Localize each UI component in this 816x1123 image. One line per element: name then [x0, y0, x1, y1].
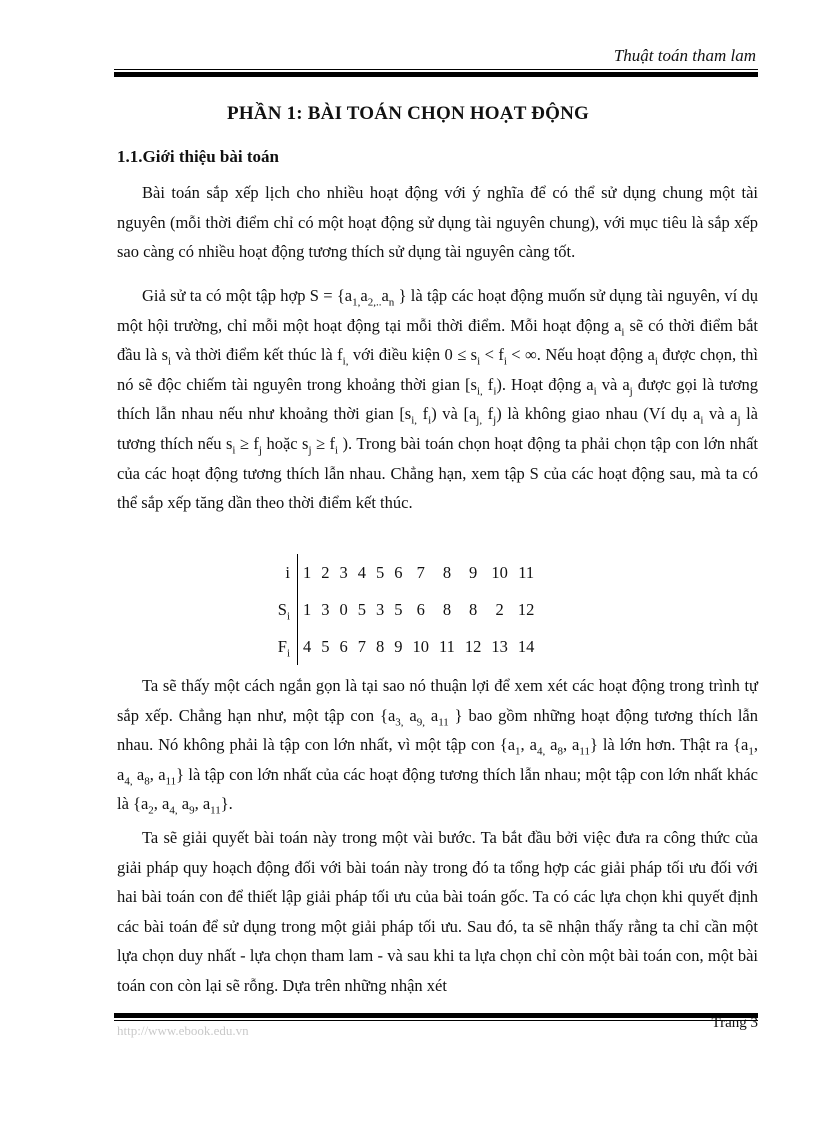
table-cell: 3 — [339, 562, 348, 582]
header-rule-thick — [114, 72, 758, 77]
table-cell: 7 — [357, 636, 366, 656]
table-cell: 1 — [303, 599, 312, 619]
footer-rule-thick — [114, 1013, 758, 1018]
table-cell: 7 — [416, 562, 425, 582]
row-label-i: i — [270, 554, 298, 591]
table-cell: 9 — [394, 636, 403, 656]
section-title: Giới thiệu bài toán — [142, 147, 279, 166]
section-number: 1.1. — [117, 147, 143, 166]
paragraph-example: Ta sẽ thấy một cách ngắn gọn là tại sao nó thuận lợi để xem xét các hoạt động trong trình tự sắp xếp. Chẳng hạn như, một tập con {$a_{3,}$ $a_{9,}$ $a_{11}$ } bao gồm những hoạt động tương thích lẫn nhau. Nó không phải là tập con lớn nhất, vì một tập con {$a_1$, $a_{4,}$ $a_8$, $a_{11}$} là lớn hơn. Thật ra {$a_1$, $a_{4,}$ $a_8$, $a_{11}$} là tập con lớn nhất của các hoạt động tương thích lẫn nhau; một tập con lớn nhất khác là {$a_2$, $a_{4,}$ $a_9$, $a_{11}$}. — [117, 676, 759, 817]
row-label-f-sub: i — [286, 646, 290, 659]
table-cell: 2 — [495, 599, 504, 619]
table-cell: 8 — [442, 562, 452, 582]
table-cell: 12 — [517, 599, 535, 619]
footer-url: http://www.ebook.edu.vn — [117, 1023, 249, 1038]
table-cell: 5 — [376, 562, 385, 582]
table-row-i — [270, 554, 539, 591]
paragraph-approach: Ta sẽ giải quyết bài toán này trong một vài bước. Ta bắt đầu bởi việc đưa ra công thức của giải pháp quy hoạch động đối với bài toán này trong đó ta tổng hợp các giải pháp tối ưu đối với hai bài toán con để thiết lập giải pháp tối ưu của bài toán gốc. Ta có các lựa chọn khi quyết định các bài toán để sử dụng trong một giải pháp tối ưu. Sau đó, ta sẽ nhận thấy rằng ta chỉ cần một lựa chọn duy nhất - lựa chọn tham lam - và sau khi ta lựa chọn chỉ còn một bài toán con, một bài toán con còn lại sẽ rỗng. Dựa trên những nhận xét — [117, 828, 758, 995]
table-cell: 5 — [357, 599, 366, 619]
table-cell: 10 — [491, 562, 508, 582]
running-header-title: Thuật toán tham lam — [613, 46, 756, 65]
table-cell: 10 — [412, 636, 429, 656]
table-cell: 5 — [321, 636, 330, 656]
table-cell: 3 — [321, 599, 330, 619]
activity-table — [270, 554, 539, 665]
table-cell: 12 — [464, 636, 482, 656]
row-label-f — [270, 628, 298, 665]
table-cell: 6 — [416, 599, 425, 619]
table-cell: 11 — [518, 562, 535, 582]
table-cell: 13 — [491, 636, 508, 656]
paragraph-intro: Bài toán sắp xếp lịch cho nhiều hoạt động với ý nghĩa để có thể sử dụng chung một tài nguyên (mỗi thời điểm chỉ có một hoạt động sử dụng tài nguyên chung), với mục tiêu là sắp xếp sao càng có nhiều hoạt động tương thích sử dụng tài nguyên càng tốt. — [117, 183, 758, 262]
table-cell: 8 — [442, 599, 452, 619]
paragraph-definition: Giả sử ta có một tập hợp $S = \{a_{1,}a_{2,..}a_n$ } là tập các hoạt động muốn sử dụng tài nguyên, ví dụ một hội trường, chỉ mỗi một hoạt động tại mỗi thời điểm. Mỗi hoạt động $a_i$ sẽ có thời điểm bắt đầu là $s_i$ và thời điểm kết thúc là $f_{i,}$ với điều kiện $0 \le s_i < f_i$ < ∞. Nếu hoạt động $a_i$ được chọn, thì nó sẽ độc chiếm tài nguyên trong khoảng thời gian [$s_{i,}$ $f_i$). Hoạt động $a_i$ và $a_j$ được gọi là tương thích lẫn nhau nếu như khoảng thời gian [$s_{i,}$ $f_i$) và [$a_{j,}$ $f_j$) là không giao nhau (Ví dụ $a_i$ và $a_j$ là tương thích nếu $s_i \ge f_j$ hoặc $s_j \ge f_i$ ). Trong bài toán chọn hoạt động ta phải chọn tập con lớn nhất của các hoạt động tương thích lẫn nhau. Chẳng hạn, xem tập S của các hoạt động sau, mà ta có thể sắp xếp tăng dần theo thời điểm kết thúc. — [117, 286, 759, 513]
footer-rule-thin — [114, 1020, 758, 1021]
table-row-f — [270, 628, 539, 665]
row-label-s-text: S — [277, 599, 287, 619]
table-cell: 4 — [303, 636, 312, 656]
table-cell: 8 — [469, 599, 478, 619]
header-rule-thin — [114, 69, 758, 70]
row-label-s-sub: i — [286, 609, 290, 622]
table-cell: 6 — [394, 562, 403, 582]
table-cell: 9 — [469, 562, 478, 582]
table-cell: 8 — [376, 636, 385, 656]
table-cell: 6 — [339, 636, 348, 656]
table-cell: 0 — [339, 599, 348, 619]
table-cell: 2 — [321, 562, 330, 582]
table-cell: 14 — [517, 636, 535, 656]
row-label-f-text: F — [277, 636, 287, 656]
page-number: Trang 3 — [711, 1015, 758, 1031]
chapter-title: PHẦN 1: BÀI TOÁN CHỌN HOẠT ĐỘNG — [227, 103, 589, 124]
table-cell: 3 — [376, 599, 385, 619]
table-cell: 5 — [394, 599, 403, 619]
table-cell: 4 — [357, 562, 366, 582]
section-heading — [117, 147, 279, 167]
table-row-s — [270, 591, 539, 628]
table-cell: 1 — [303, 562, 312, 582]
table-cell: 11 — [439, 636, 455, 656]
row-label-s — [270, 591, 298, 628]
